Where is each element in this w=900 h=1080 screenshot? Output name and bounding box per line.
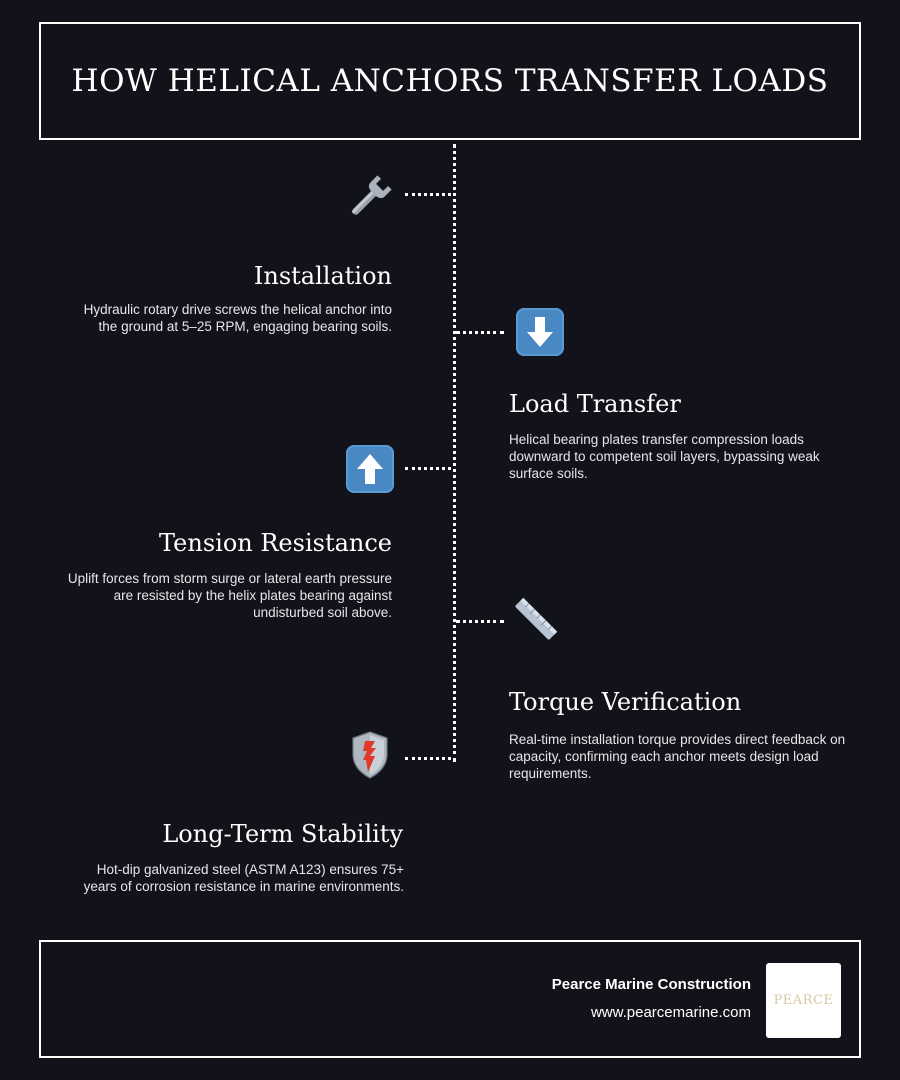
step-desc-load-transfer: Helical bearing plates transfer compression loads downward to competent soil layers, bypassing weak surface soils.	[509, 432, 820, 481]
company-name: Pearce Marine Construction	[551, 976, 751, 993]
company-logo	[766, 963, 841, 1038]
wrench-icon	[343, 172, 395, 224]
step-title-long-term-stability: Long-Term Stability	[162, 820, 403, 848]
connector-installation	[405, 193, 451, 196]
shield-icon	[344, 729, 396, 781]
up-arrow-icon	[344, 443, 396, 495]
connector-torque-verification	[456, 620, 504, 623]
step-desc-long-term-stability: Hot-dip galvanized steel (ASTM A123) ensures 75+ years of corrosion resistance in marine environments.	[83, 862, 404, 894]
ruler-icon	[510, 593, 562, 645]
connector-load-transfer	[456, 331, 504, 334]
connector-long-term-stability	[405, 757, 451, 760]
step-title-load-transfer: Load Transfer	[509, 390, 681, 418]
company-website[interactable]: www.pearcemarine.com	[590, 1004, 751, 1021]
down-arrow-icon	[514, 306, 566, 358]
footer-banner	[39, 940, 861, 1058]
page-title: HOW HELICAL ANCHORS TRANSFER LOADS	[71, 63, 829, 99]
step-title-tension-resistance: Tension Resistance	[159, 529, 392, 557]
step-desc-torque-verification: Real-time installation torque provides direct feedback on capacity, confirming each anchor meets design load requirements.	[509, 732, 846, 781]
step-desc-installation: Hydraulic rotary drive screws the helical anchor into the ground at 5–25 RPM, engaging bearing soils.	[83, 302, 392, 334]
logo-text: PEARCE	[773, 993, 834, 1008]
connector-tension-resistance	[405, 467, 451, 470]
step-title-torque-verification: Torque Verification	[509, 688, 742, 716]
step-title-installation: Installation	[253, 262, 392, 290]
title-banner	[39, 22, 861, 140]
timeline-spine	[453, 144, 456, 762]
step-desc-tension-resistance: Uplift forces from storm surge or lateral earth pressure are resisted by the helix plates bearing against undisturbed soil above.	[67, 571, 392, 620]
